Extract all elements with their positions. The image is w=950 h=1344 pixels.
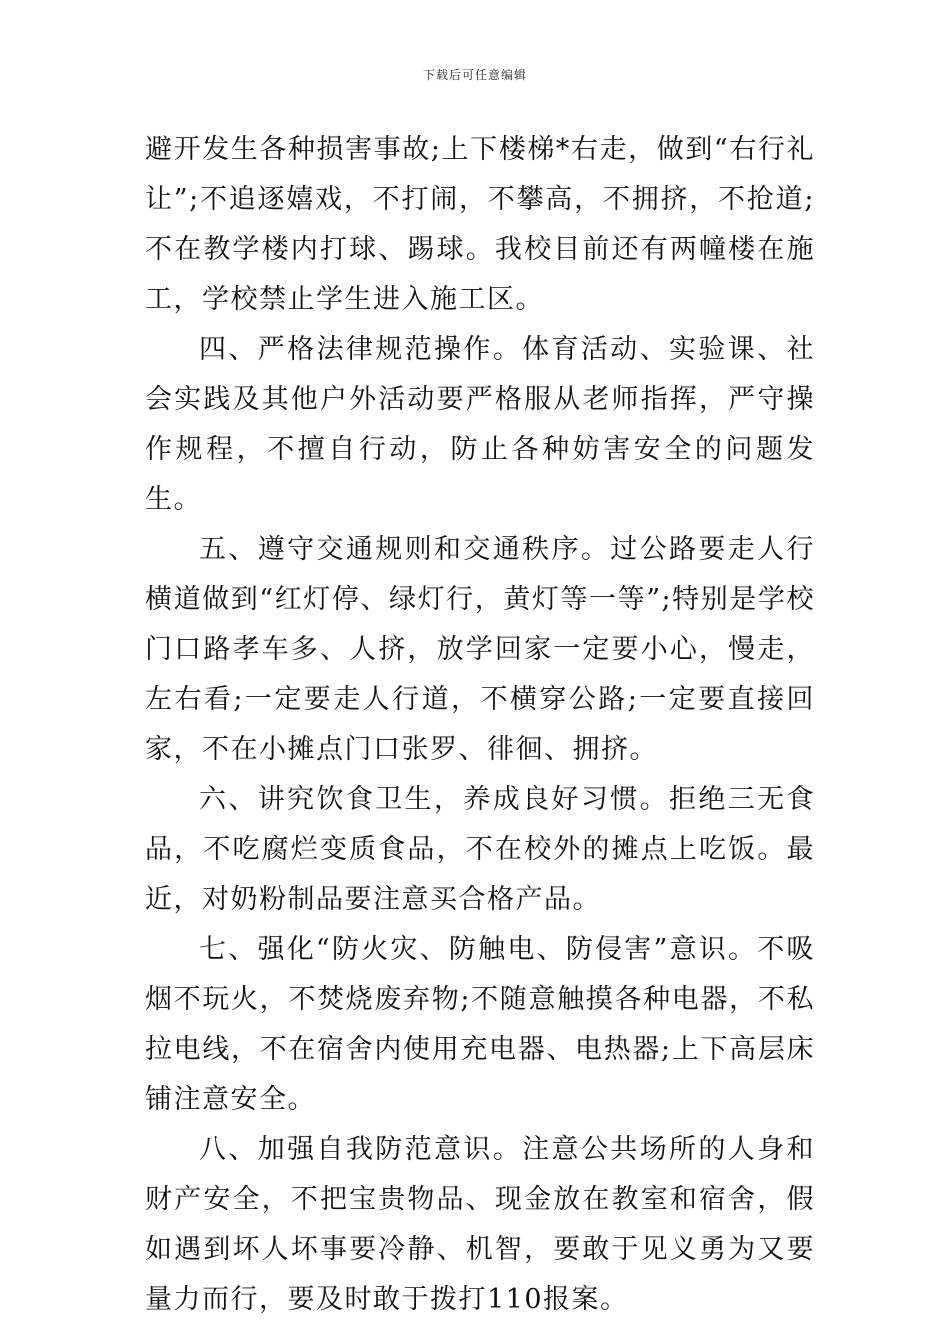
paragraph-section-6: 六、讲究饮食卫生，养成良好习惯。拒绝三无食品，不吃腐烂变质食品，不在校外的摊点上吃饭。最近，对奶粉制品要注意买合格产品。 — [145, 784, 815, 915]
paragraph-section-8: 八、加强自我防范意识。注意公共场所的人身和财产安全，不把宝贵物品、现金放在教室和宿舍，假如遇到坏人坏事要冷静、机智，要敢于见义勇为又要量力而行，要及时敢于拨打110报案。 — [145, 1134, 815, 1315]
document-body — [145, 125, 815, 1325]
paragraph-section-7: 七、强化“防火灾、防触电、防侵害”意识。不吸烟不玩火，不焚烧废弃物;不随意触摸各种电器，不私拉电线，不在宿舍内使用充电器、电热器;上下高层床铺注意安全。 — [145, 934, 815, 1115]
paragraph-continuation: 避开发生各种损害事故;上下楼梯*右走，做到“右行礼让”;不追逐嬉戏，不打闹，不攀高，不拥挤，不抢道;不在教学楼内打球、踢球。我校目前还有两幢楼在施工，学校禁止学生进入施工区。 — [145, 134, 815, 315]
paragraph-section-4: 四、严格法律规范操作。体育活动、实验课、社会实践及其他户外活动要严格服从老师指挥，严守操作规程，不擅自行动，防止各种妨害安全的问题发生。 — [145, 334, 815, 515]
page-header: 下载后可任意编辑 — [422, 68, 527, 82]
paragraph-section-5: 五、遵守交通规则和交通秩序。过公路要走人行横道做到“红灯停、绿灯行，黄灯等一等”;特别是学校门口路孝车多、人挤，放学回家一定要小心，慢走，左右看;一定要走人行道，不横穿公路;一定要直接回家，不在小摊点门口张罗、徘徊、拥挤。 — [145, 534, 815, 765]
